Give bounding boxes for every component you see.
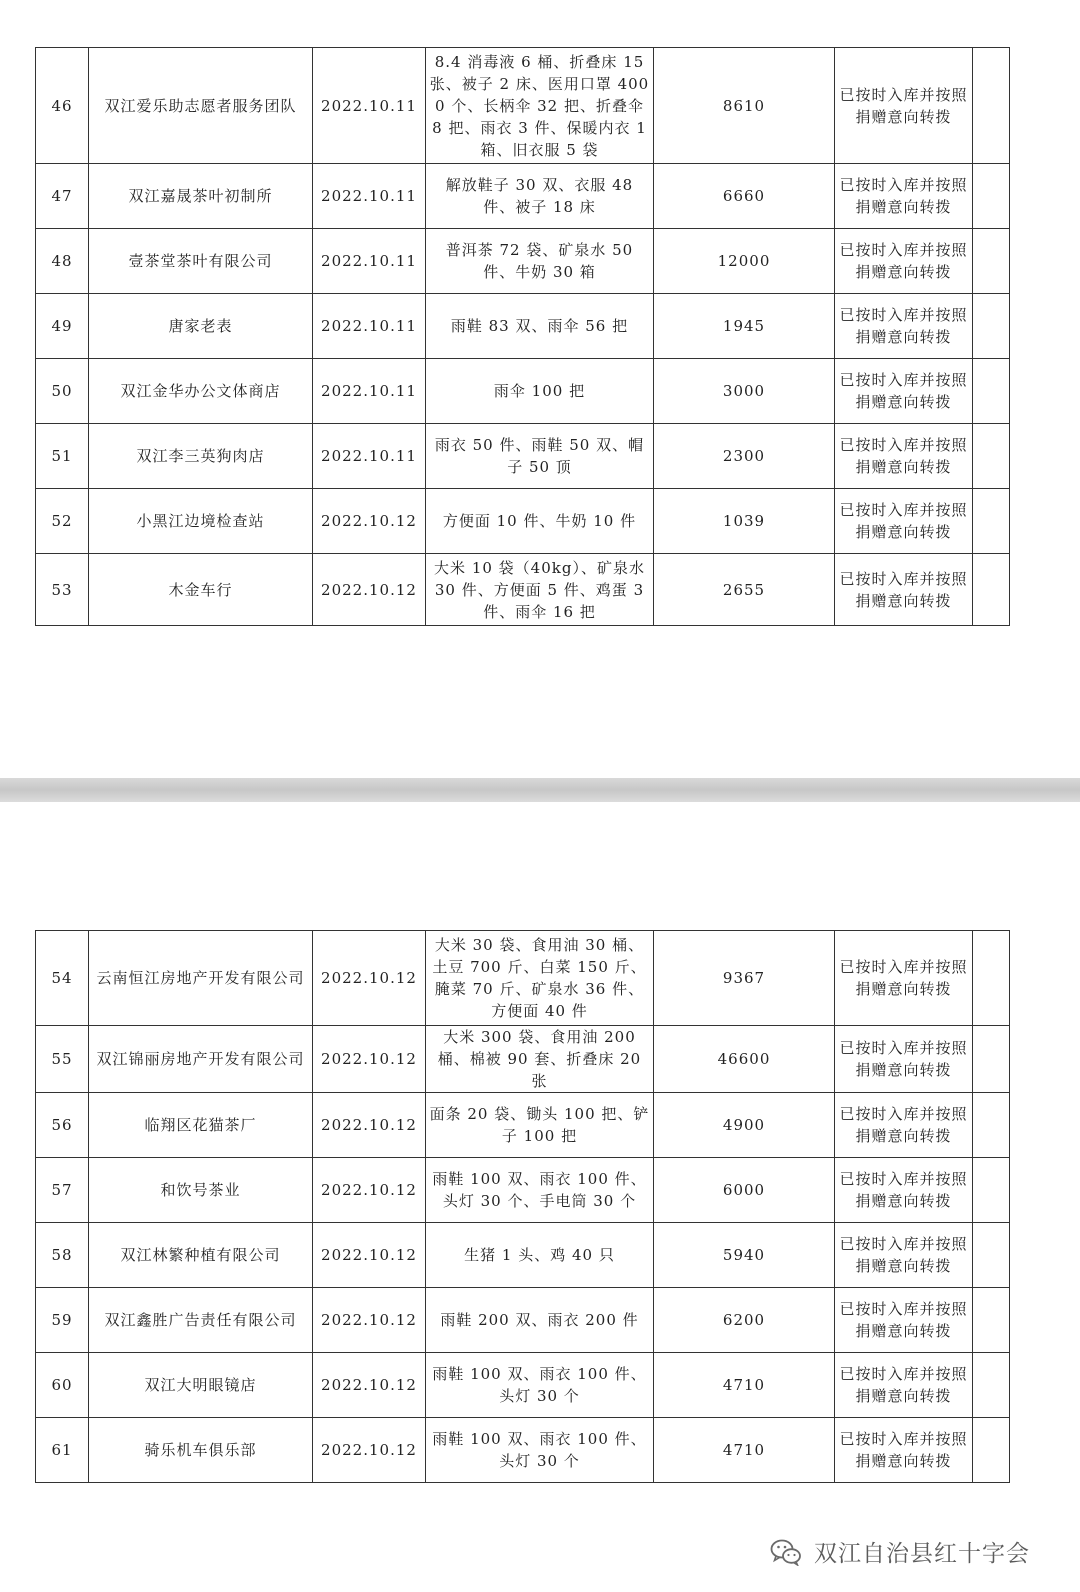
donation-value: 6660 xyxy=(654,164,835,229)
row-number: 60 xyxy=(36,1353,89,1418)
table-row xyxy=(36,554,1010,626)
donor-name: 双江嘉晟茶叶初制所 xyxy=(89,164,313,229)
donated-items: 雨衣 50 件、雨鞋 50 双、帽子 50 顶 xyxy=(426,424,654,489)
donor-name: 木金车行 xyxy=(89,554,313,626)
donation-value: 2655 xyxy=(654,554,835,626)
donation-date: 2022.10.12 xyxy=(313,1026,426,1093)
donated-items: 雨鞋 83 双、雨伞 56 把 xyxy=(426,294,654,359)
row-number: 53 xyxy=(36,554,89,626)
donor-name: 骑乐机车俱乐部 xyxy=(89,1418,313,1483)
donation-value: 8610 xyxy=(654,48,835,164)
donated-items: 普洱茶 72 袋、矿泉水 50 件、牛奶 30 箱 xyxy=(426,229,654,294)
donated-items: 解放鞋子 30 双、衣服 48 件、被子 18 床 xyxy=(426,164,654,229)
distribution-status: 已按时入库并按照捐赠意向转拨 xyxy=(835,1288,973,1353)
donor-name: 临翔区花猫茶厂 xyxy=(89,1093,313,1158)
distribution-status: 已按时入库并按照捐赠意向转拨 xyxy=(835,1353,973,1418)
donation-date: 2022.10.12 xyxy=(313,931,426,1026)
row-number: 50 xyxy=(36,359,89,424)
donation-date: 2022.10.12 xyxy=(313,1158,426,1223)
donation-date: 2022.10.11 xyxy=(313,229,426,294)
empty-remarks-cell xyxy=(973,229,1010,294)
donation-table-page-2 xyxy=(35,930,1010,1483)
donation-date: 2022.10.12 xyxy=(313,1223,426,1288)
table-row xyxy=(36,1158,1010,1223)
donor-name: 双江李三英狗肉店 xyxy=(89,424,313,489)
document-page-2 xyxy=(0,802,1080,1592)
donation-date: 2022.10.11 xyxy=(313,164,426,229)
row-number: 48 xyxy=(36,229,89,294)
donated-items: 大米 300 袋、食用油 200 桶、棉被 90 套、折叠床 20 张 xyxy=(426,1026,654,1093)
distribution-status: 已按时入库并按照捐赠意向转拨 xyxy=(835,294,973,359)
table-row xyxy=(36,489,1010,554)
empty-remarks-cell xyxy=(973,489,1010,554)
distribution-status: 已按时入库并按照捐赠意向转拨 xyxy=(835,1223,973,1288)
donor-name: 双江鑫胜广告责任有限公司 xyxy=(89,1288,313,1353)
distribution-status: 已按时入库并按照捐赠意向转拨 xyxy=(835,48,973,164)
donor-name: 双江大明眼镜店 xyxy=(89,1353,313,1418)
row-number: 58 xyxy=(36,1223,89,1288)
donor-name: 双江爱乐助志愿者服务团队 xyxy=(89,48,313,164)
donated-items: 大米 30 袋、食用油 30 桶、土豆 700 斤、白菜 150 斤、腌菜 70 斤、矿泉水 36 件、方便面 40 件 xyxy=(426,931,654,1026)
table-row xyxy=(36,1288,1010,1353)
donation-date: 2022.10.12 xyxy=(313,1288,426,1353)
table-row xyxy=(36,229,1010,294)
donated-items: 雨伞 100 把 xyxy=(426,359,654,424)
donated-items: 雨鞋 100 双、雨衣 100 件、头灯 30 个、手电筒 30 个 xyxy=(426,1158,654,1223)
donation-table-body xyxy=(36,48,1010,626)
donation-value: 2300 xyxy=(654,424,835,489)
donated-items: 方便面 10 件、牛奶 10 件 xyxy=(426,489,654,554)
table-row xyxy=(36,1026,1010,1093)
wechat-icon xyxy=(770,1538,802,1566)
donated-items: 雨鞋 200 双、雨衣 200 件 xyxy=(426,1288,654,1353)
row-number: 49 xyxy=(36,294,89,359)
table-row xyxy=(36,1093,1010,1158)
empty-remarks-cell xyxy=(973,294,1010,359)
empty-remarks-cell xyxy=(973,48,1010,164)
donation-value: 6200 xyxy=(654,1288,835,1353)
donor-name: 双江金华办公文体商店 xyxy=(89,359,313,424)
donation-value: 46600 xyxy=(654,1026,835,1093)
distribution-status: 已按时入库并按照捐赠意向转拨 xyxy=(835,554,973,626)
distribution-status: 已按时入库并按照捐赠意向转拨 xyxy=(835,1418,973,1483)
empty-remarks-cell xyxy=(973,1093,1010,1158)
table-row xyxy=(36,294,1010,359)
row-number: 56 xyxy=(36,1093,89,1158)
donation-value: 1945 xyxy=(654,294,835,359)
table-row xyxy=(36,48,1010,164)
empty-remarks-cell xyxy=(973,1418,1010,1483)
empty-remarks-cell xyxy=(973,1223,1010,1288)
donation-date: 2022.10.12 xyxy=(313,554,426,626)
empty-remarks-cell xyxy=(973,424,1010,489)
empty-remarks-cell xyxy=(973,1026,1010,1093)
donation-value: 4710 xyxy=(654,1353,835,1418)
empty-remarks-cell xyxy=(973,1353,1010,1418)
donated-items: 8.4 消毒液 6 桶、折叠床 15 张、被子 2 床、医用口罩 4000 个、长柄伞 32 把、折叠伞 8 把、雨衣 3 件、保暖内衣 1 箱、旧衣服 5 袋 xyxy=(426,48,654,164)
donor-name: 壹茶堂茶叶有限公司 xyxy=(89,229,313,294)
table-row xyxy=(36,164,1010,229)
row-number: 57 xyxy=(36,1158,89,1223)
donation-value: 9367 xyxy=(654,931,835,1026)
donation-value: 4900 xyxy=(654,1093,835,1158)
donation-value: 6000 xyxy=(654,1158,835,1223)
row-number: 61 xyxy=(36,1418,89,1483)
distribution-status: 已按时入库并按照捐赠意向转拨 xyxy=(835,489,973,554)
distribution-status: 已按时入库并按照捐赠意向转拨 xyxy=(835,229,973,294)
table-row xyxy=(36,1353,1010,1418)
distribution-status: 已按时入库并按照捐赠意向转拨 xyxy=(835,424,973,489)
distribution-status: 已按时入库并按照捐赠意向转拨 xyxy=(835,1158,973,1223)
distribution-status: 已按时入库并按照捐赠意向转拨 xyxy=(835,931,973,1026)
donor-name: 和饮号茶业 xyxy=(89,1158,313,1223)
empty-remarks-cell xyxy=(973,554,1010,626)
table-row xyxy=(36,1223,1010,1288)
distribution-status: 已按时入库并按照捐赠意向转拨 xyxy=(835,359,973,424)
donation-value: 12000 xyxy=(654,229,835,294)
row-number: 59 xyxy=(36,1288,89,1353)
page-separator xyxy=(0,778,1080,802)
distribution-status: 已按时入库并按照捐赠意向转拨 xyxy=(835,1093,973,1158)
empty-remarks-cell xyxy=(973,1288,1010,1353)
donation-date: 2022.10.12 xyxy=(313,1353,426,1418)
donation-date: 2022.10.12 xyxy=(313,1418,426,1483)
empty-remarks-cell xyxy=(973,164,1010,229)
row-number: 46 xyxy=(36,48,89,164)
watermark xyxy=(770,1535,1030,1568)
empty-remarks-cell xyxy=(973,1158,1010,1223)
distribution-status: 已按时入库并按照捐赠意向转拨 xyxy=(835,1026,973,1093)
donated-items: 雨鞋 100 双、雨衣 100 件、头灯 30 个 xyxy=(426,1353,654,1418)
donated-items: 大米 10 袋（40kg）、矿泉水 30 件、方便面 5 件、鸡蛋 3 件、雨伞 16 把 xyxy=(426,554,654,626)
table-row xyxy=(36,931,1010,1026)
table-row xyxy=(36,1418,1010,1483)
distribution-status: 已按时入库并按照捐赠意向转拨 xyxy=(835,164,973,229)
donation-value: 1039 xyxy=(654,489,835,554)
empty-remarks-cell xyxy=(973,931,1010,1026)
donated-items: 面条 20 袋、锄头 100 把、铲子 100 把 xyxy=(426,1093,654,1158)
donated-items: 生猪 1 头、鸡 40 只 xyxy=(426,1223,654,1288)
row-number: 51 xyxy=(36,424,89,489)
donor-name: 小黑江边境检查站 xyxy=(89,489,313,554)
watermark-text: 双江自治县红十字会 xyxy=(814,1541,1030,1567)
donation-table-page-1 xyxy=(35,47,1010,626)
row-number: 55 xyxy=(36,1026,89,1093)
table-row xyxy=(36,424,1010,489)
donor-name: 云南恒江房地产开发有限公司 xyxy=(89,931,313,1026)
donation-date: 2022.10.11 xyxy=(313,359,426,424)
donor-name: 双江林繁种植有限公司 xyxy=(89,1223,313,1288)
document-page-1 xyxy=(0,0,1080,778)
donation-value: 3000 xyxy=(654,359,835,424)
donation-date: 2022.10.12 xyxy=(313,1093,426,1158)
donation-date: 2022.10.11 xyxy=(313,424,426,489)
empty-remarks-cell xyxy=(973,359,1010,424)
donor-name: 唐家老表 xyxy=(89,294,313,359)
donation-value: 4710 xyxy=(654,1418,835,1483)
donation-table-body xyxy=(36,931,1010,1483)
donor-name: 双江锦丽房地产开发有限公司 xyxy=(89,1026,313,1093)
donation-date: 2022.10.11 xyxy=(313,48,426,164)
donation-value: 5940 xyxy=(654,1223,835,1288)
row-number: 52 xyxy=(36,489,89,554)
row-number: 47 xyxy=(36,164,89,229)
table-row xyxy=(36,359,1010,424)
row-number: 54 xyxy=(36,931,89,1026)
donation-date: 2022.10.11 xyxy=(313,294,426,359)
donation-date: 2022.10.12 xyxy=(313,489,426,554)
donated-items: 雨鞋 100 双、雨衣 100 件、头灯 30 个 xyxy=(426,1418,654,1483)
